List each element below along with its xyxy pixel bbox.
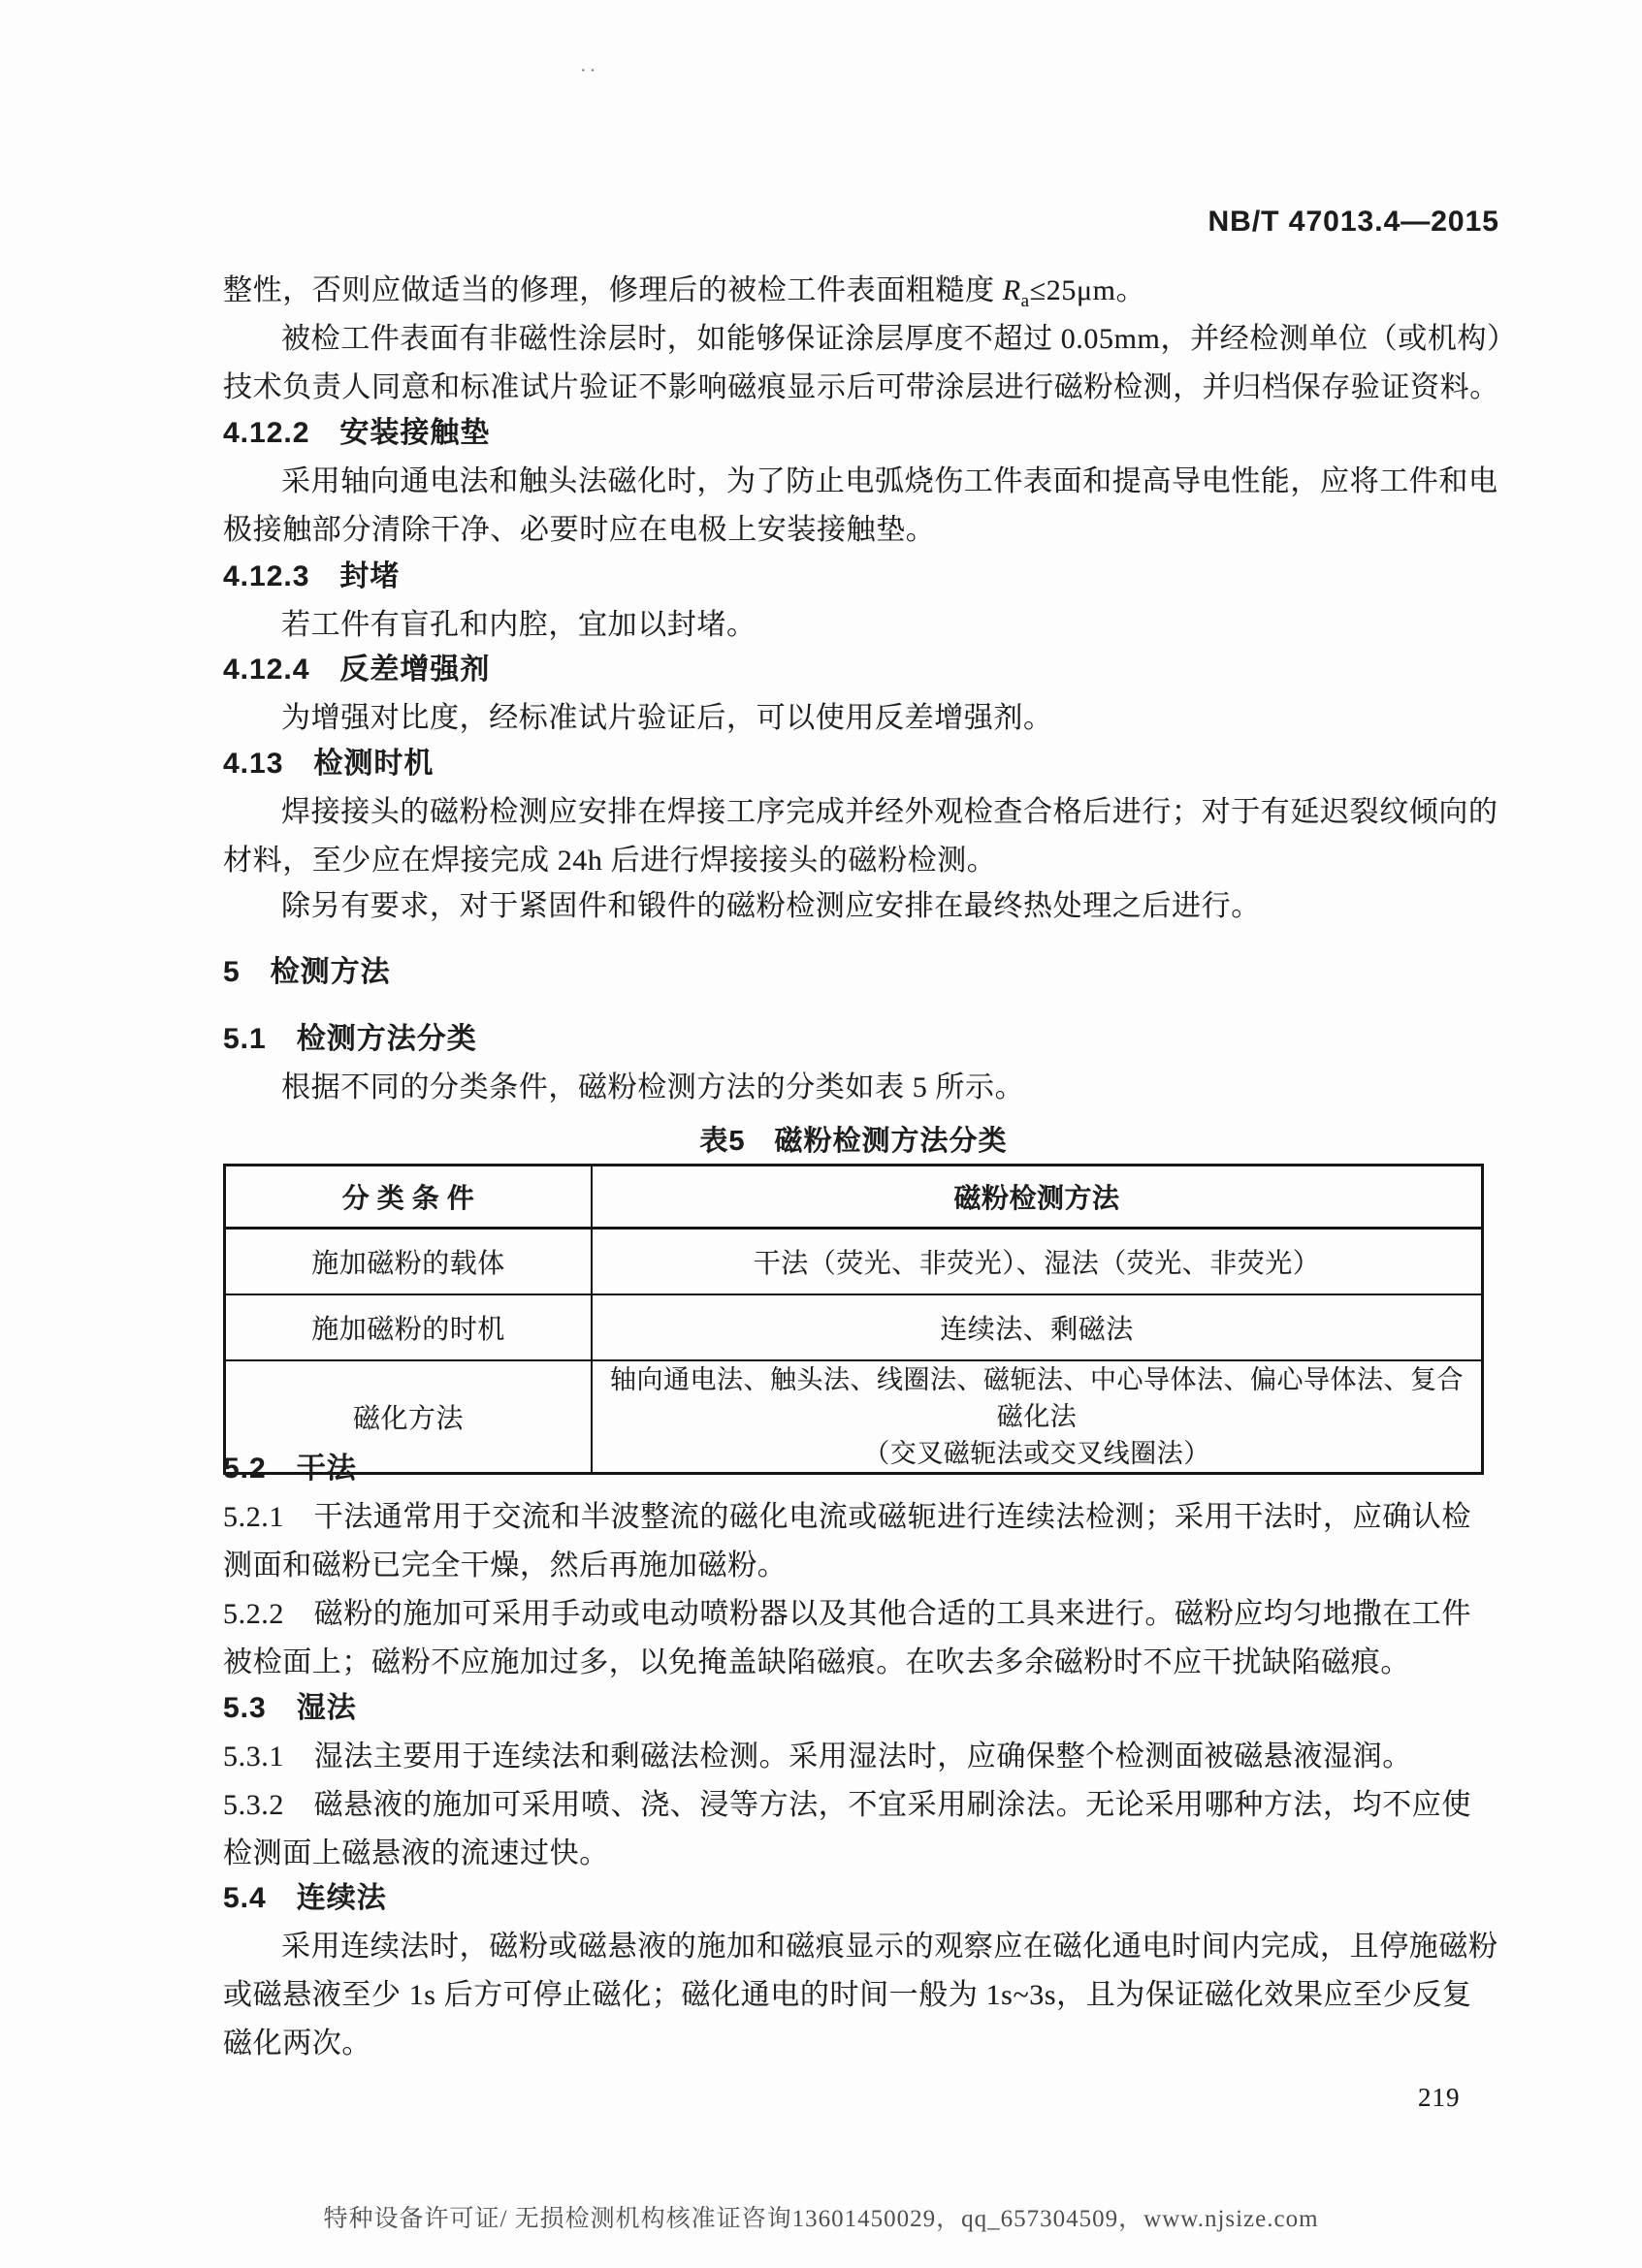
paragraph-line: 除另有要求，对于紧固件和锻件的磁粉检测应安排在最终热处理之后进行。 — [281, 890, 1261, 922]
paragraph-line: 极接触部分清除干净、必要时应在电极上安装接触垫。 — [223, 514, 936, 546]
table-cell-line: 轴向通电法、触头法、线圈法、磁轭法、中心导体法、偏心导体法、复合磁化法 — [610, 1364, 1464, 1431]
page-number: 219 — [1418, 2083, 1461, 2112]
paragraph-line: 或磁悬液至少 1s 后方可停止磁化；磁化通电的时间一般为 1s~3s，且为保证磁化效果应至少反复 — [223, 1979, 1472, 2011]
table-cell: 施加磁粉的时机 — [225, 1294, 593, 1360]
table-cell-line: （交叉磁轭法或交叉线圈法） — [863, 1438, 1210, 1468]
section-heading-5-3: 5.3 湿法 — [223, 1692, 357, 1724]
paragraph-line: 被检工件表面有非磁性涂层时，如能够保证涂层厚度不超过 0.05mm，并经检测单位（或机构） — [281, 323, 1517, 355]
table-cell: 连续法、剩磁法 — [592, 1294, 1483, 1360]
roughness-symbol: R — [1002, 274, 1021, 306]
paragraph-line: 5.2.1 干法通常用于交流和半波整流的磁化电流或磁轭进行连续法检测；采用干法时，应确认检 — [223, 1501, 1471, 1533]
section-heading-4-12-4: 4.12.4 反差增强剂 — [223, 654, 491, 686]
footer-contact-line: 特种设备许可证/ 无损检测机构核准证咨询13601450029，qq_657304509，www.njsize.com — [323, 2206, 1319, 2232]
section-heading-5-4: 5.4 连续法 — [223, 1882, 387, 1914]
scan-artifact-dots: ·· — [580, 60, 599, 81]
section-heading-4-12-2: 4.12.2 安装接触垫 — [223, 417, 491, 449]
section-heading-4-12-3: 4.12.3 封堵 — [223, 560, 401, 592]
paragraph-line: 材料，至少应在焊接完成 24h 后进行焊接接头的磁粉检测。 — [223, 845, 997, 877]
paragraph-line: 5.2.2 磁粉的施加可采用手动或电动喷粉器以及其他合适的工具来进行。磁粉应均匀地撒在工件 — [223, 1598, 1471, 1630]
section-heading-5: 5 检测方法 — [223, 956, 391, 988]
section-heading-5-2: 5.2 干法 — [223, 1453, 357, 1485]
table-title: 表5 磁粉检测方法分类 — [699, 1126, 1008, 1157]
paragraph-line: 若工件有盲孔和内腔，宜加以封堵。 — [281, 609, 757, 641]
paragraph-line: 采用轴向通电法和触头法磁化时，为了防止电弧烧伤工件表面和提高导电性能，应将工件和电 — [281, 465, 1498, 497]
paragraph-text: ≤25μm。 — [1029, 274, 1146, 306]
table-header-cell: 分 类 条 件 — [225, 1166, 593, 1229]
paragraph-text: 整性，否则应做适当的修理，修理后的被检工件表面粗糙度 — [223, 274, 1003, 306]
table-5 — [223, 1164, 1484, 1475]
table-cell: 施加磁粉的载体 — [225, 1229, 593, 1294]
paragraph-line: 技术负责人同意和标准试片验证不影响磁痕显示后可带涂层进行磁粉检测，并归档保存验证资料。 — [223, 371, 1499, 403]
table-row — [225, 1294, 1483, 1360]
table-header-row — [225, 1166, 1483, 1229]
paragraph-line: 根据不同的分类条件，磁粉检测方法的分类如表 5 所示。 — [281, 1071, 1025, 1103]
roughness-subscript: a — [1020, 291, 1030, 311]
paragraph-line: 测面和磁粉已完全干燥，然后再施加磁粉。 — [223, 1549, 788, 1581]
paragraph-line: 被检面上；磁粉不应施加过多，以免掩盖缺陷磁痕。在吹去多余磁粉时不应干扰缺陷磁痕。 — [223, 1646, 1410, 1678]
paragraph-line — [223, 272, 1494, 321]
table-row — [225, 1229, 1483, 1294]
paragraph-line: 焊接接头的磁粉检测应安排在焊接工序完成并经外观检查合格后进行；对于有延迟裂纹倾向的 — [281, 796, 1498, 828]
paragraph-line: 磁化两次。 — [223, 2028, 371, 2060]
table-cell: 干法（荧光、非荧光）、湿法（荧光、非荧光） — [592, 1229, 1483, 1294]
paragraph-line: 采用连续法时，磁粉或磁悬液的施加和磁痕显示的观察应在磁化通电时间内完成，且停施磁粉 — [281, 1931, 1498, 1963]
paragraph-line: 5.3.1 湿法主要用于连续法和剩磁法检测。采用湿法时，应确保整个检测面被磁悬液湿润。 — [223, 1741, 1412, 1773]
table-cell: 磁化方法 — [225, 1360, 593, 1474]
table-header-cell: 磁粉检测方法 — [592, 1166, 1483, 1229]
paragraph-line: 5.3.2 磁悬液的施加可采用喷、浇、浸等方法，不宜采用刷涂法。无论采用哪种方法，均不应使 — [223, 1789, 1471, 1821]
section-heading-4-13: 4.13 检测时机 — [223, 748, 435, 780]
paragraph-line: 检测面上磁悬液的流速过快。 — [223, 1837, 609, 1869]
section-heading-5-1: 5.1 检测方法分类 — [223, 1023, 477, 1055]
doc-number: NB/T 47013.4—2015 — [1207, 206, 1499, 238]
paragraph-line: 为增强对比度，经标准试片验证后，可以使用反差增强剂。 — [281, 702, 1053, 734]
